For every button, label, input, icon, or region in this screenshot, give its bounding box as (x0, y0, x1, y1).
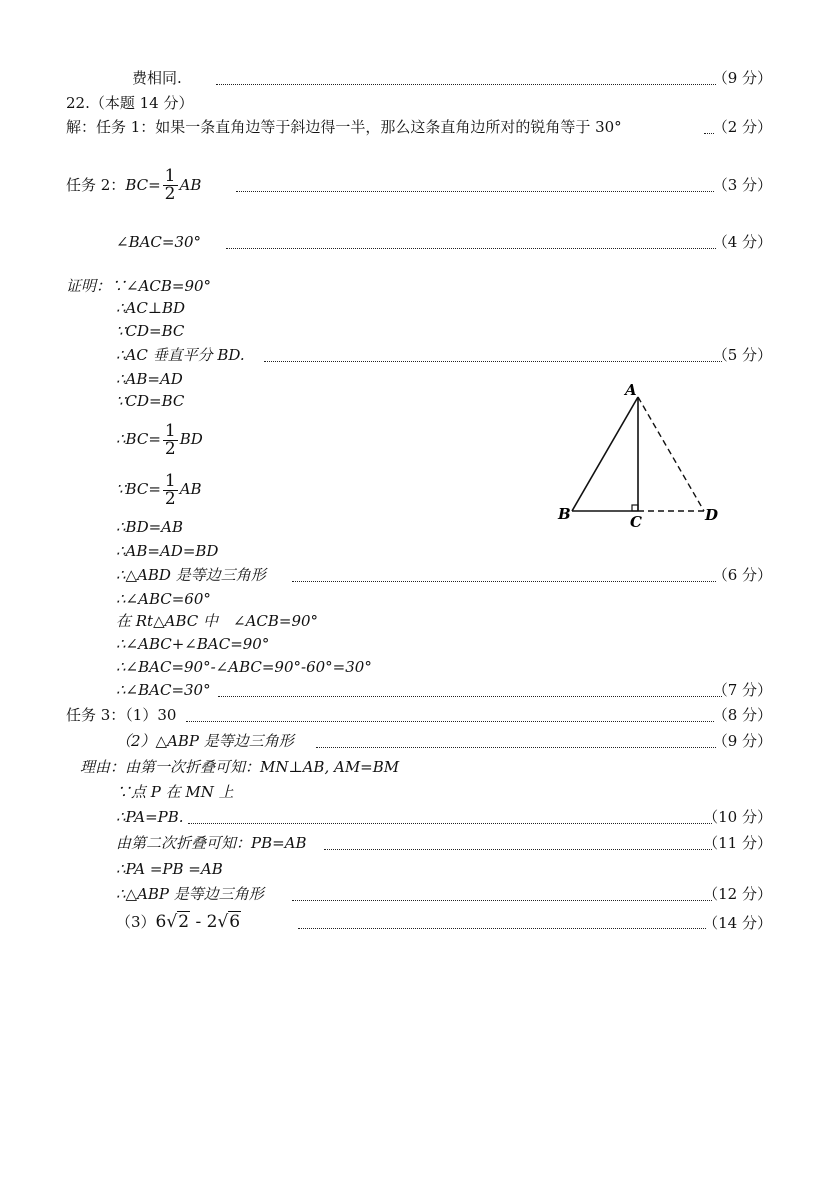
score-label: （11 分） (703, 834, 772, 852)
proof-line: ∴AC 垂直平分 BD. (116, 346, 245, 364)
dot-leader (236, 191, 714, 192)
proof-line: ∴AC⊥BD (116, 299, 186, 317)
dot-leader (226, 248, 716, 249)
segment-ab: AB (179, 176, 202, 194)
sqrt-expression: √2 (166, 912, 190, 932)
task2-relation (66, 163, 201, 207)
segment-ab-line (572, 397, 638, 511)
proof-line: ∴∠BAC=30° (116, 681, 211, 699)
dot-leader (218, 696, 722, 697)
score-label: （4 分） (712, 233, 772, 251)
fraction-denominator: 2 (164, 184, 176, 204)
score-label: （6 分） (712, 566, 772, 584)
question-heading: 22.（本题 14 分） (66, 94, 194, 112)
fraction-numerator: 1 (164, 420, 176, 441)
task1-answer: 解：任务 1：如果一条直角边等于斜边得一半，那么这条直角边所对的锐角等于 30° (66, 118, 622, 136)
fraction-denominator: 2 (164, 438, 176, 459)
score-label: （5 分） (712, 346, 772, 364)
reason-line: ∵点 P 在 MN 上 (116, 783, 234, 801)
angle-statement: ∠BAC=30° (116, 233, 202, 251)
dot-leader (324, 849, 712, 850)
proof-line: ∵CD=BC (116, 392, 185, 410)
dot-leader (186, 721, 714, 722)
radicand: 2 (178, 912, 190, 932)
score-label: （2 分） (712, 118, 772, 136)
proof-line-suffix: BD (179, 430, 203, 448)
dot-leader (298, 928, 706, 929)
dot-leader (216, 84, 716, 85)
score-label: （12 分） (703, 885, 772, 903)
proof-line: ∴△ABD 是等边三角形 (116, 566, 266, 584)
minus-term: - 2 (190, 912, 218, 932)
fraction-numerator: 1 (164, 166, 176, 186)
right-angle-mark (632, 505, 638, 511)
score-label: （14 分） (703, 914, 772, 932)
score-label: （3 分） (712, 176, 772, 194)
fraction-half (163, 470, 178, 509)
task2-label: 任务 2： (66, 176, 126, 194)
proof-line: ∴BD=AB (116, 518, 184, 536)
proof-line-prefix: ∴BC= (116, 430, 161, 448)
fraction-half (163, 168, 178, 203)
reason-line: ∴PA=PB. (116, 808, 184, 826)
dot-leader (292, 900, 712, 901)
continuation-text: 费相同. (132, 69, 182, 87)
score-label: （8 分） (712, 706, 772, 724)
equals-sign: = (148, 176, 161, 194)
radicand: 6 (229, 912, 241, 932)
proof-line: ∴∠ABC+∠BAC=90° (116, 635, 270, 653)
fraction-denominator: 2 (164, 488, 176, 509)
reason-line: 由第二次折叠可知：PB=AB (116, 834, 307, 852)
proof-fraction-line (116, 417, 203, 461)
dot-leader (188, 823, 712, 824)
score-label: （10 分） (703, 808, 772, 826)
task3-part2: （2）△ABP 是等边三角形 (116, 732, 294, 750)
dot-leader (264, 361, 722, 362)
fraction-half (163, 420, 178, 459)
proof-line-prefix: ∵BC= (116, 480, 161, 498)
score-label: （9 分） (712, 69, 772, 87)
score-label: （9 分） (712, 732, 772, 750)
dot-leader (292, 581, 716, 582)
proof-line: ∴AB=AD=BD (116, 542, 219, 560)
task3-part3 (116, 912, 241, 932)
point-c-label: C (630, 513, 642, 531)
fraction-numerator: 1 (164, 470, 176, 491)
triangle-figure (550, 375, 730, 535)
sqrt-expression: √6 (217, 912, 241, 932)
proof-line-suffix: AB (179, 480, 202, 498)
proof-line: 在 Rt△ABC 中 ∠ACB=90° (116, 612, 319, 630)
proof-line: ∴∠ABC=60° (116, 590, 211, 608)
proof-line: 证明：∵∠ACB=90° (66, 277, 212, 295)
point-d-label: D (705, 506, 719, 524)
proof-line: ∵CD=BC (116, 322, 185, 340)
part3-label: （3） (116, 913, 156, 931)
proof-fraction-line (116, 467, 202, 511)
score-label: （7 分） (712, 681, 772, 699)
coef-six: 6 (155, 912, 167, 932)
reason-line: 理由：由第一次折叠可知：MN⊥AB, AM=BM (80, 758, 400, 776)
proof-line: ∴∠BAC=90°-∠ABC=90°-60°=30° (116, 658, 372, 676)
dot-leader (316, 747, 716, 748)
segment-ad-dashed (638, 397, 704, 511)
segment-bc: BC (125, 176, 149, 194)
point-b-label: B (558, 505, 571, 523)
reason-line: ∴PA =PB =AB (116, 860, 223, 878)
proof-line: ∴AB=AD (116, 370, 183, 388)
task3-answer: 任务 3：（1）30 (66, 706, 177, 724)
point-a-label: A (625, 381, 637, 399)
reason-line: ∴△ABP 是等边三角形 (116, 885, 264, 903)
